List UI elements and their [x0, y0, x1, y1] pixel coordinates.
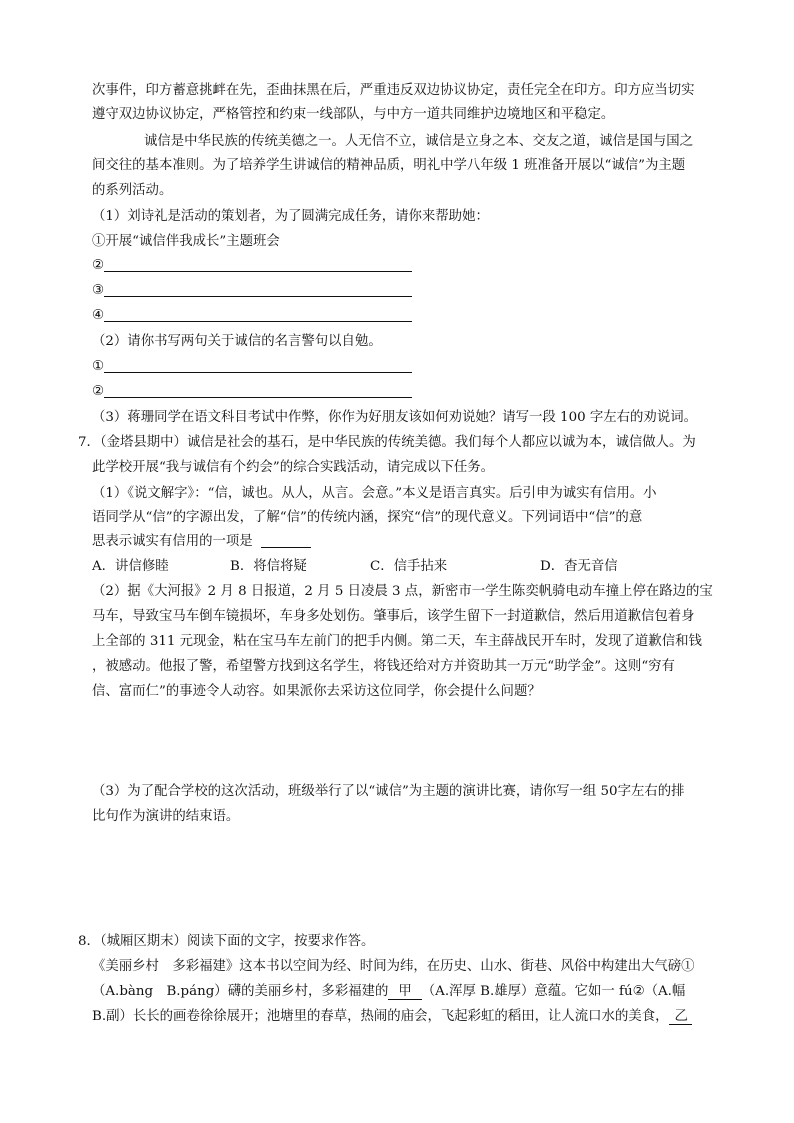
answer-marker: ① — [92, 359, 105, 374]
answer-marker: ③ — [92, 283, 105, 298]
q6-sub1-answer-2[interactable] — [92, 257, 412, 275]
q7-p1-line-1: （1）《说文解字》：“信，诚也。从人，从言。会意。”本义是语言真实。后引申为诚实有信用。小 — [92, 486, 657, 501]
q6-sub2-answer-1[interactable] — [92, 358, 412, 376]
q7-p3-line-2: 比句作为演讲的结束语。 — [92, 809, 240, 824]
q8-line-3 — [92, 983, 685, 1001]
answer-blank-line[interactable] — [104, 282, 412, 297]
q7-p3-line-1: （3）为了配合学校的这次活动，班级举行了以“诚信”为主题的演讲比赛，请你写一组 50字左右的排 — [92, 784, 685, 799]
q6-intro-line-3: 的系列活动。 — [92, 183, 173, 198]
q8-line-1: 8．（城厢区期末）阅读下面的文字，按要求作答。 — [78, 934, 375, 949]
q7-p2-line-4: ，被感动。他报了警，希望警方找到这名学生，将钱还给对方并资助其一万元“助学金”。这则“穷有 — [92, 659, 675, 674]
answer-marker: ④ — [92, 308, 105, 323]
q6-sub1-answer-4[interactable] — [92, 307, 412, 325]
option-b[interactable]: B．将信将疑 — [230, 559, 307, 574]
q8-line-2: 《美丽乡村 多彩福建》这本书以空间为经、时间为纬，在历史、山水、街巷、风俗中构建出大气磅① — [92, 959, 695, 974]
q7-p2-line-5: 信、富而仁”的事迹令人动容。如果派你去采访这位同学，你会提什么问题？ — [92, 684, 541, 699]
answer-blank-line[interactable] — [104, 257, 412, 272]
q7-p2-line-2: 马车，导致宝马车倒车镜损坏，车身多处划伤。肇事后，该学生留下一封道歉信，然后用道歉信包着身 — [92, 609, 695, 624]
q6-intro-line-1: 诚信是中华民族的传统美德之一。人无信不立，诚信是立身之本、交友之道，诚信是国与国之 — [144, 134, 694, 149]
q6-sub3-prompt: （3）蒋珊同学在语文科目考试中作弊，你作为好朋友该如何劝说她？请写一段 100 字左右的劝说词。 — [92, 410, 697, 425]
q8-line-4 — [92, 1008, 692, 1026]
q7-p1-answer-blank[interactable] — [261, 533, 311, 548]
answer-marker: ② — [92, 384, 105, 399]
answer-marker: ② — [92, 258, 105, 273]
option-a[interactable]: A．讲信修睦 — [92, 559, 169, 574]
q7-p1-text: 思表示诚实有信用的一项是 — [92, 534, 253, 549]
option-d[interactable]: D．杳无音信 — [540, 559, 618, 574]
q6-sub1-prompt: （1）刘诗礼是活动的策划者，为了圆满完成任务，请你来帮助她： — [92, 209, 489, 224]
q8-line-3-text-b: （A.浑厚 B.雄厚）意蕴。它如一 fú②（A.幅 — [421, 984, 686, 999]
q6-intro-line-2: 间交往的基本准则。为了培养学生讲诚信的精神品质，明礼中学八年级 1 班准备开展以“诚信”为主题 — [92, 158, 686, 173]
q7-line-1: 7．（金塔县期中）诚信是社会的基石，是中华民族的传统美德。我们每个人都应以诚为本，诚信做人。为 — [78, 435, 696, 450]
q7-p2-line-1: （2）据《大河报》2 月 8 日报道，2 月 5 日凌晨 3 点，新密市一学生陈奕帆骑电动车撞上停在路边的宝 — [92, 584, 713, 599]
q7-line-2: 此学校开展“我与诚信有个约会”的综合实践活动，请完成以下任务。 — [92, 460, 495, 475]
q7-p1-line-3 — [92, 533, 311, 551]
answer-blank-line[interactable] — [104, 358, 412, 373]
q6-sub2-answer-2[interactable] — [92, 383, 412, 401]
option-c[interactable]: C．信手拈来 — [370, 559, 448, 574]
q8-line-3-text-a: （A.bàng B.páng）礴的美丽乡村，多彩福建的 — [92, 984, 389, 999]
q6-cont-line-1: 次事件，印方蓄意挑衅在先，歪曲抹黑在后，严重违反双边协议协定，责任完全在印方。印方应当切实 — [92, 83, 695, 98]
q6-cont-line-2: 遵守双边协议协定，严格管控和约束一线部队，与中方一道共同维护边境地区和平稳定。 — [92, 107, 615, 122]
answer-blank-line[interactable] — [104, 383, 412, 398]
q8-line-4-text: B.副）长长的画卷徐徐展开；池塘里的春草，热闹的庙会，飞起彩虹的稻田，让人流口水的美食， — [92, 1009, 669, 1024]
q8-fill-yi[interactable]: 乙 — [669, 1009, 692, 1025]
q7-p2-line-3: 上全部的 311 元现金，粘在宝马车左前门的把手内侧。第二天，车主薛战民开车时，发现了道歉信和钱 — [92, 634, 702, 649]
q7-p1-line-2: 语同学从“信”的字源出发，了解“信”的传统内涵，探究“信”的现代意义。下列词语中“信”的意 — [92, 510, 643, 525]
q6-sub1-answer-3[interactable] — [92, 282, 412, 300]
q6-sub1-item-1: ①开展“诚信伴我成长”主题班会 — [92, 234, 280, 249]
answer-blank-line[interactable] — [104, 307, 412, 322]
q8-fill-jia[interactable]: 甲 — [388, 984, 421, 1000]
q6-sub2-prompt: （2）请你书写两句关于诚信的名言警句以自勉。 — [92, 334, 382, 349]
